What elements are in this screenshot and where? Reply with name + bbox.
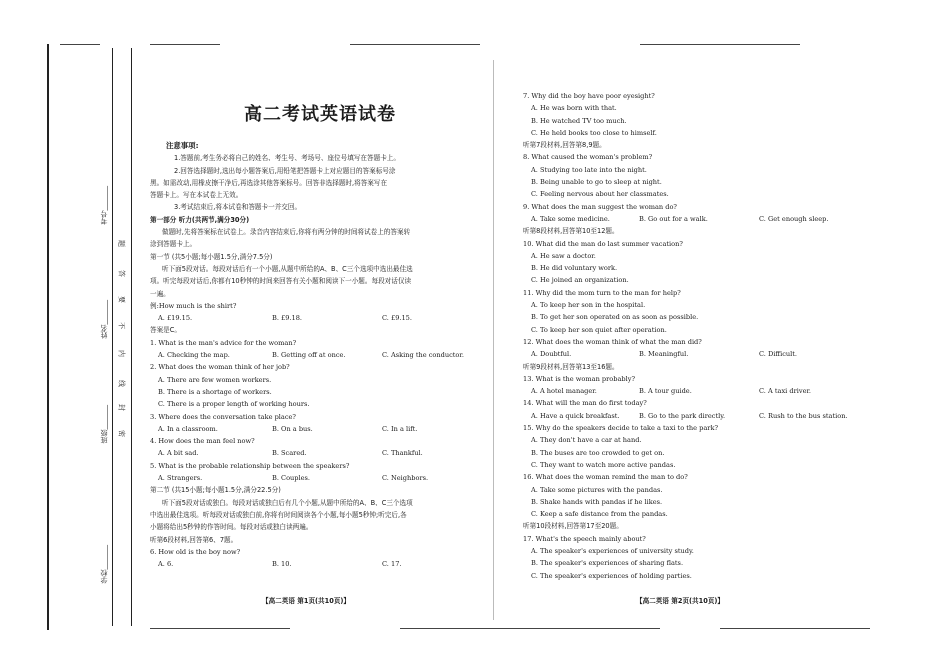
- question: 17. What's the speech mainly about?: [523, 534, 646, 543]
- question: 1. What is the man's advice for the woman?: [150, 338, 297, 347]
- question: 13. What is the woman probably?: [523, 374, 635, 383]
- option: B. Getting off at once.: [272, 351, 346, 360]
- option: A. Take some pictures with the pandas.: [531, 485, 663, 494]
- question: 2. What does the woman think of her job?: [150, 363, 290, 372]
- section2-heading: 第二节 (共15小题;每小题1.5分,满分22.5分): [150, 486, 281, 495]
- listen-heading: 听第7段材料,回答第8,9题。: [523, 141, 606, 150]
- options-row: [150, 447, 485, 459]
- option: A. £19.15.: [158, 314, 193, 323]
- option: A. He was born with that.: [531, 104, 617, 113]
- notice-item: 答题卡上。写在本试卷上无效。: [150, 191, 243, 200]
- option: A. He saw a doctor.: [531, 251, 596, 260]
- footer-left: 【高二英语 第1页(共10页)】: [262, 597, 351, 605]
- option: C. Rush to the bus station.: [759, 411, 848, 420]
- left-questions: [150, 337, 485, 485]
- section2-intro: [150, 497, 485, 534]
- section1-heading: 第一节 (共5小题;每小题1.5分,满分7.5分): [150, 252, 273, 261]
- question: 15. Why do the speakers decide to take a taxi to the park?: [523, 424, 718, 433]
- option: C. Thankful.: [382, 449, 423, 458]
- question-6-options: [150, 558, 485, 570]
- option: C. Asking the conductor.: [382, 351, 464, 360]
- question: 14. What will the man do first today?: [523, 399, 647, 408]
- option: C. Get enough sleep.: [759, 214, 829, 223]
- option: A. Studying too late into the night.: [531, 165, 647, 174]
- question: 10. What did the man do last summer vacation?: [523, 239, 683, 248]
- intro-line: 一遍。: [150, 289, 170, 298]
- notice-item: 黑。如需改动,用橡皮擦干净后,再选涂其他答案标号。回答非选择题时,将答案写在: [150, 178, 388, 187]
- part1-intro: [150, 226, 485, 251]
- bottom-dash-3: [720, 628, 870, 629]
- options-row: [523, 348, 923, 360]
- intro-line: 项。听完每段对话后,你都有10秒钟的时间来回答有关小题和阅读下一小题。每段对话仅读: [150, 277, 412, 286]
- option: B. Meaningful.: [639, 350, 689, 359]
- options-row: [150, 472, 485, 484]
- example-question: 例:How much is the shirt?: [150, 301, 237, 310]
- option: C. To keep her son quiet after operation.: [531, 325, 667, 334]
- intro-line: 做题时,先将答案标在试卷上。录音内容结束后,你将有两分钟的时间将试卷上的答案转: [162, 228, 411, 237]
- intro-line: 涂到答题卡上。: [150, 240, 197, 249]
- option: C. Difficult.: [759, 350, 797, 359]
- intro-line: 听下面5段对话或独白。每段对话或独白后有几个小题,从题中所给的A、B、C三个选项: [162, 498, 413, 507]
- option: B. £9.18.: [272, 314, 303, 323]
- option: C. Feeling nervous about her classmates.: [531, 190, 669, 199]
- option: B. The speaker's experiences of sharing flats.: [531, 559, 684, 568]
- option: A. To keep her son in the hospital.: [531, 301, 646, 310]
- option: C. The speaker's experiences of holding parties.: [531, 571, 692, 580]
- top-dash-1: [60, 44, 100, 45]
- listen-heading: 听第9段材料,回答第13至16题。: [523, 362, 619, 371]
- listen6-heading: 听第6段材料,回答第6、7题。: [150, 535, 238, 544]
- name-label: 姓名_______: [100, 300, 108, 339]
- question: 12. What does the woman think of what the man did?: [523, 337, 702, 346]
- option: A. In a classroom.: [158, 424, 218, 433]
- options-row: [523, 385, 923, 397]
- left-border-line: [47, 44, 49, 630]
- top-dash-2: [150, 44, 220, 45]
- seal-char: 密: [118, 429, 126, 438]
- options-row: [523, 410, 923, 422]
- footer-right: 【高二英语 第2页(共10页)】: [636, 597, 725, 605]
- intro-line: 小题将给出5秒钟的作答时间。每段对话或独白读两遍。: [150, 523, 313, 532]
- option: B. On a bus.: [272, 424, 313, 433]
- option: B. He watched TV too much.: [531, 116, 627, 125]
- page-title: 高二考试英语试卷: [244, 104, 396, 125]
- class-label: 班级_______: [100, 405, 108, 444]
- option: B. He did voluntary work.: [531, 264, 618, 273]
- option: B. A tour guide.: [639, 387, 692, 396]
- notice-item: 2.回答选择题时,选出每小题答案后,用铅笔把答题卡上对应题目的答案标号涂: [174, 166, 396, 175]
- option: B. Go to the park directly.: [639, 411, 726, 420]
- option: B. Shake hands with pandas if he likes.: [531, 497, 663, 506]
- question: 5. What is the probable relationship between the speakers?: [150, 461, 350, 470]
- center-divider: [493, 60, 494, 620]
- question: 7. Why did the boy have poor eyesight?: [523, 92, 655, 100]
- option: A. Checking the map.: [158, 351, 230, 360]
- question: 3. Where does the conversation take place?: [150, 412, 296, 421]
- option: A. Doubtful.: [531, 350, 572, 359]
- option: C. They want to watch more active pandas.: [531, 460, 676, 469]
- bottom-dash-2: [400, 628, 660, 629]
- option: B. Couples.: [272, 474, 311, 483]
- top-dash-4: [640, 44, 800, 45]
- option: A. There are few women workers.: [158, 375, 272, 384]
- seal-char: 不: [118, 321, 126, 330]
- option: C. Neighbors.: [382, 474, 429, 483]
- listen-heading: 听第8段材料,回答第10至12题。: [523, 227, 619, 236]
- seal-char: 答: [118, 269, 126, 278]
- option: A. 6.: [158, 560, 174, 569]
- exam-no-label: 考号_______: [100, 186, 108, 225]
- top-dash-3: [350, 44, 480, 45]
- notice-item: 3.考试结束后,将本试卷和答题卡一并交回。: [174, 203, 302, 212]
- option: B. Being unable to go to sleep at night.: [531, 178, 662, 187]
- notice-list: [150, 152, 485, 213]
- part1-heading: 第一部分 听力(共两节,满分30分): [150, 215, 250, 224]
- option: C. There is a proper length of working hours.: [158, 400, 310, 409]
- option: C. He held books too close to himself.: [531, 128, 657, 137]
- intro-line: 听下面5段对话。每段对话后有一个小题,从题中所给的A、B、C三个选项中选出最佳选: [162, 264, 413, 273]
- intro-line: 中选出最佳选项。听每段对话或独白前,你将有时间阅读各个小题,每小题5秒钟;听完后,各: [150, 510, 407, 519]
- option: B. Scared.: [272, 449, 307, 458]
- option: C. In a lift.: [382, 424, 418, 433]
- question: 9. What does the man suggest the woman do?: [523, 202, 677, 211]
- option: A. Have a quick breakfast.: [531, 411, 620, 420]
- seal-char: 封: [118, 403, 126, 412]
- question-6: 6. How old is the boy now?: [150, 547, 241, 556]
- bottom-dash-1: [150, 628, 290, 629]
- option: B. The buses are too crowded to get on.: [531, 448, 665, 457]
- option: C. 17.: [382, 560, 402, 569]
- seal-char: 线: [118, 379, 126, 388]
- option: C. £9.15.: [382, 314, 412, 323]
- seal-char: 要: [118, 295, 126, 304]
- right-column: [523, 90, 923, 582]
- example-options: [150, 312, 485, 324]
- option: C. He joined an organization.: [531, 276, 629, 285]
- question: 11. Why did the mom turn to the man for help?: [523, 288, 681, 297]
- option: A. Strangers.: [158, 474, 203, 483]
- options-row: [523, 213, 923, 225]
- option: A. Take some medicine.: [531, 214, 610, 223]
- question: 8. What caused the woman's problem?: [523, 153, 653, 162]
- notice-heading: 注意事项:: [166, 141, 199, 150]
- question: 4. How does the man feel now?: [150, 437, 255, 446]
- option: A. They don't have a car at hand.: [531, 436, 642, 445]
- seal-char: 题: [118, 239, 126, 248]
- options-row: [150, 349, 485, 361]
- option: B. To get her son operated on as soon as possible.: [531, 313, 699, 322]
- question: 16. What does the woman remind the man to do?: [523, 473, 688, 482]
- left-column: [150, 140, 485, 570]
- options-row: [150, 423, 485, 435]
- example-answer: 答案是C。: [150, 326, 181, 335]
- option: B. Go out for a walk.: [639, 214, 708, 223]
- binding-line-1: [112, 48, 113, 626]
- option: C. Keep a safe distance from the pandas.: [531, 510, 668, 519]
- listen-heading: 听第10段材料,回答第17至20题。: [523, 522, 623, 531]
- seal-char: 内: [118, 349, 126, 358]
- option: A. The speaker's experiences of university study.: [531, 546, 694, 555]
- section1-intro: [150, 263, 485, 300]
- option: B. There is a shortage of workers.: [158, 387, 272, 396]
- school-label: 学校_______: [100, 545, 108, 584]
- option: C. A taxi driver.: [759, 387, 811, 396]
- option: A. A hotel manager.: [531, 387, 597, 396]
- notice-item: 1.答题前,考生务必将自己的姓名、考生号、考场号、座位号填写在答题卡上。: [174, 154, 400, 163]
- binding-line-2: [131, 48, 132, 626]
- option: B. 10.: [272, 560, 292, 569]
- option: A. A bit sad.: [158, 449, 199, 458]
